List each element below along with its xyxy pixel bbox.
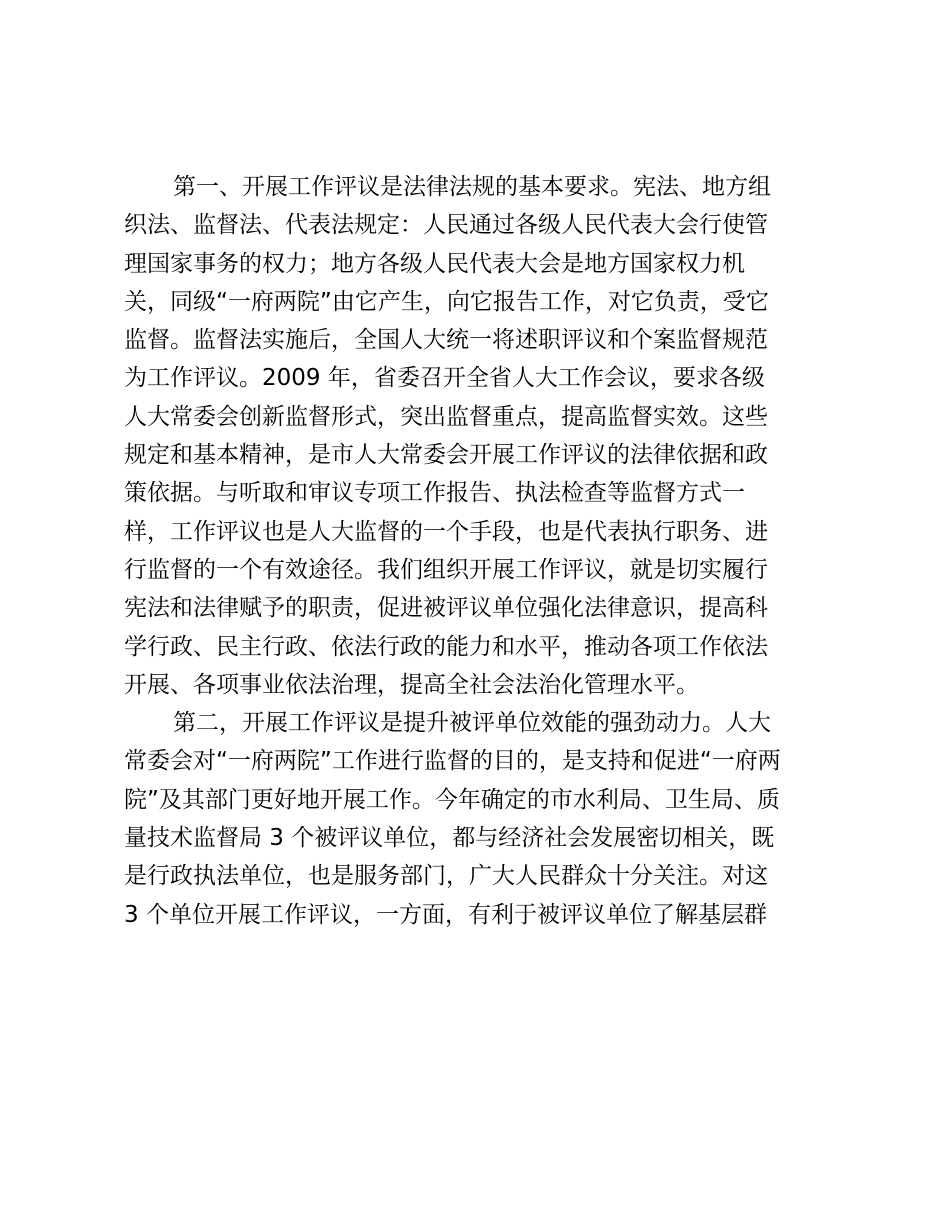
paragraph-1-line-4: 关，同级“一府两院”由它产生，向它报告工作，对它负责，受它 xyxy=(124,288,769,315)
paragraph-1-line-11: 行监督的一个有效途径。我们组织开展工作评议，就是切实履行 xyxy=(124,556,768,583)
paragraph-2-line-3: 院”及其部门更好地开展工作。今年确定的市水利局、卫生局、质 xyxy=(124,786,780,813)
paragraph-1-line-2: 织法、监督法、代表法规定：人民通过各级人民代表大会行使管 xyxy=(124,212,768,239)
paragraph-1-line-3: 理国家事务的权力；地方各级人民代表大会是地方国家权力机 xyxy=(124,250,745,277)
paragraph-1-line-10: 样，工作评议也是人大监督的一个手段，也是代表执行职务、进 xyxy=(124,518,768,545)
paragraph-1-line-12: 宪法和法律赋予的职责，促进被评议单位强化法律意识，提高科 xyxy=(124,595,768,622)
paragraph-1-line-14: 开展、各项事业依法治理，提高全社会法治化管理水平。 xyxy=(124,671,699,698)
document-body xyxy=(124,168,834,934)
paragraph-2-line-4: 量技术监督局 3 个被评议单位，都与经济社会发展密切相关，既 xyxy=(124,825,775,852)
paragraph-2-line-2: 常委会对“一府两院”工作进行监督的目的，是支持和促进“一府两 xyxy=(124,748,781,775)
paragraph-1-line-1: 第一、开展工作评议是法律法规的基本要求。宪法、地方组 xyxy=(173,174,771,200)
paragraph-1-line-5: 监督。监督法实施后，全国人大统一将述职评议和个案监督规范 xyxy=(124,327,768,354)
paragraph-1-line-8: 规定和基本精神，是市人大常委会开展工作评议的法律依据和政 xyxy=(124,442,768,469)
paragraph-1-line-7: 人大常委会创新监督形式，突出监督重点，提高监督实效。这些 xyxy=(124,403,768,430)
paragraph-1-line-9: 策依据。与听取和审议专项工作报告、执法检查等监督方式一 xyxy=(124,480,745,507)
paragraph-1-line-6: 为工作评议。2009 年，省委召开全省人大工作会议，要求各级 xyxy=(124,365,765,392)
paragraph-2-line-1: 第二，开展工作评议是提升被评单位效能的强劲动力。人大 xyxy=(173,710,771,737)
paragraph-1-line-13: 学行政、民主行政、依法行政的能力和水平，推动各项工作依法 xyxy=(124,633,768,660)
paragraph-2-line-6: 3 个单位开展工作评议，一方面，有利于被评议单位了解基层群 xyxy=(124,901,767,928)
paragraph-2-line-5: 是行政执法单位，也是服务部门，广大人民群众十分关注。对这 xyxy=(124,863,768,890)
